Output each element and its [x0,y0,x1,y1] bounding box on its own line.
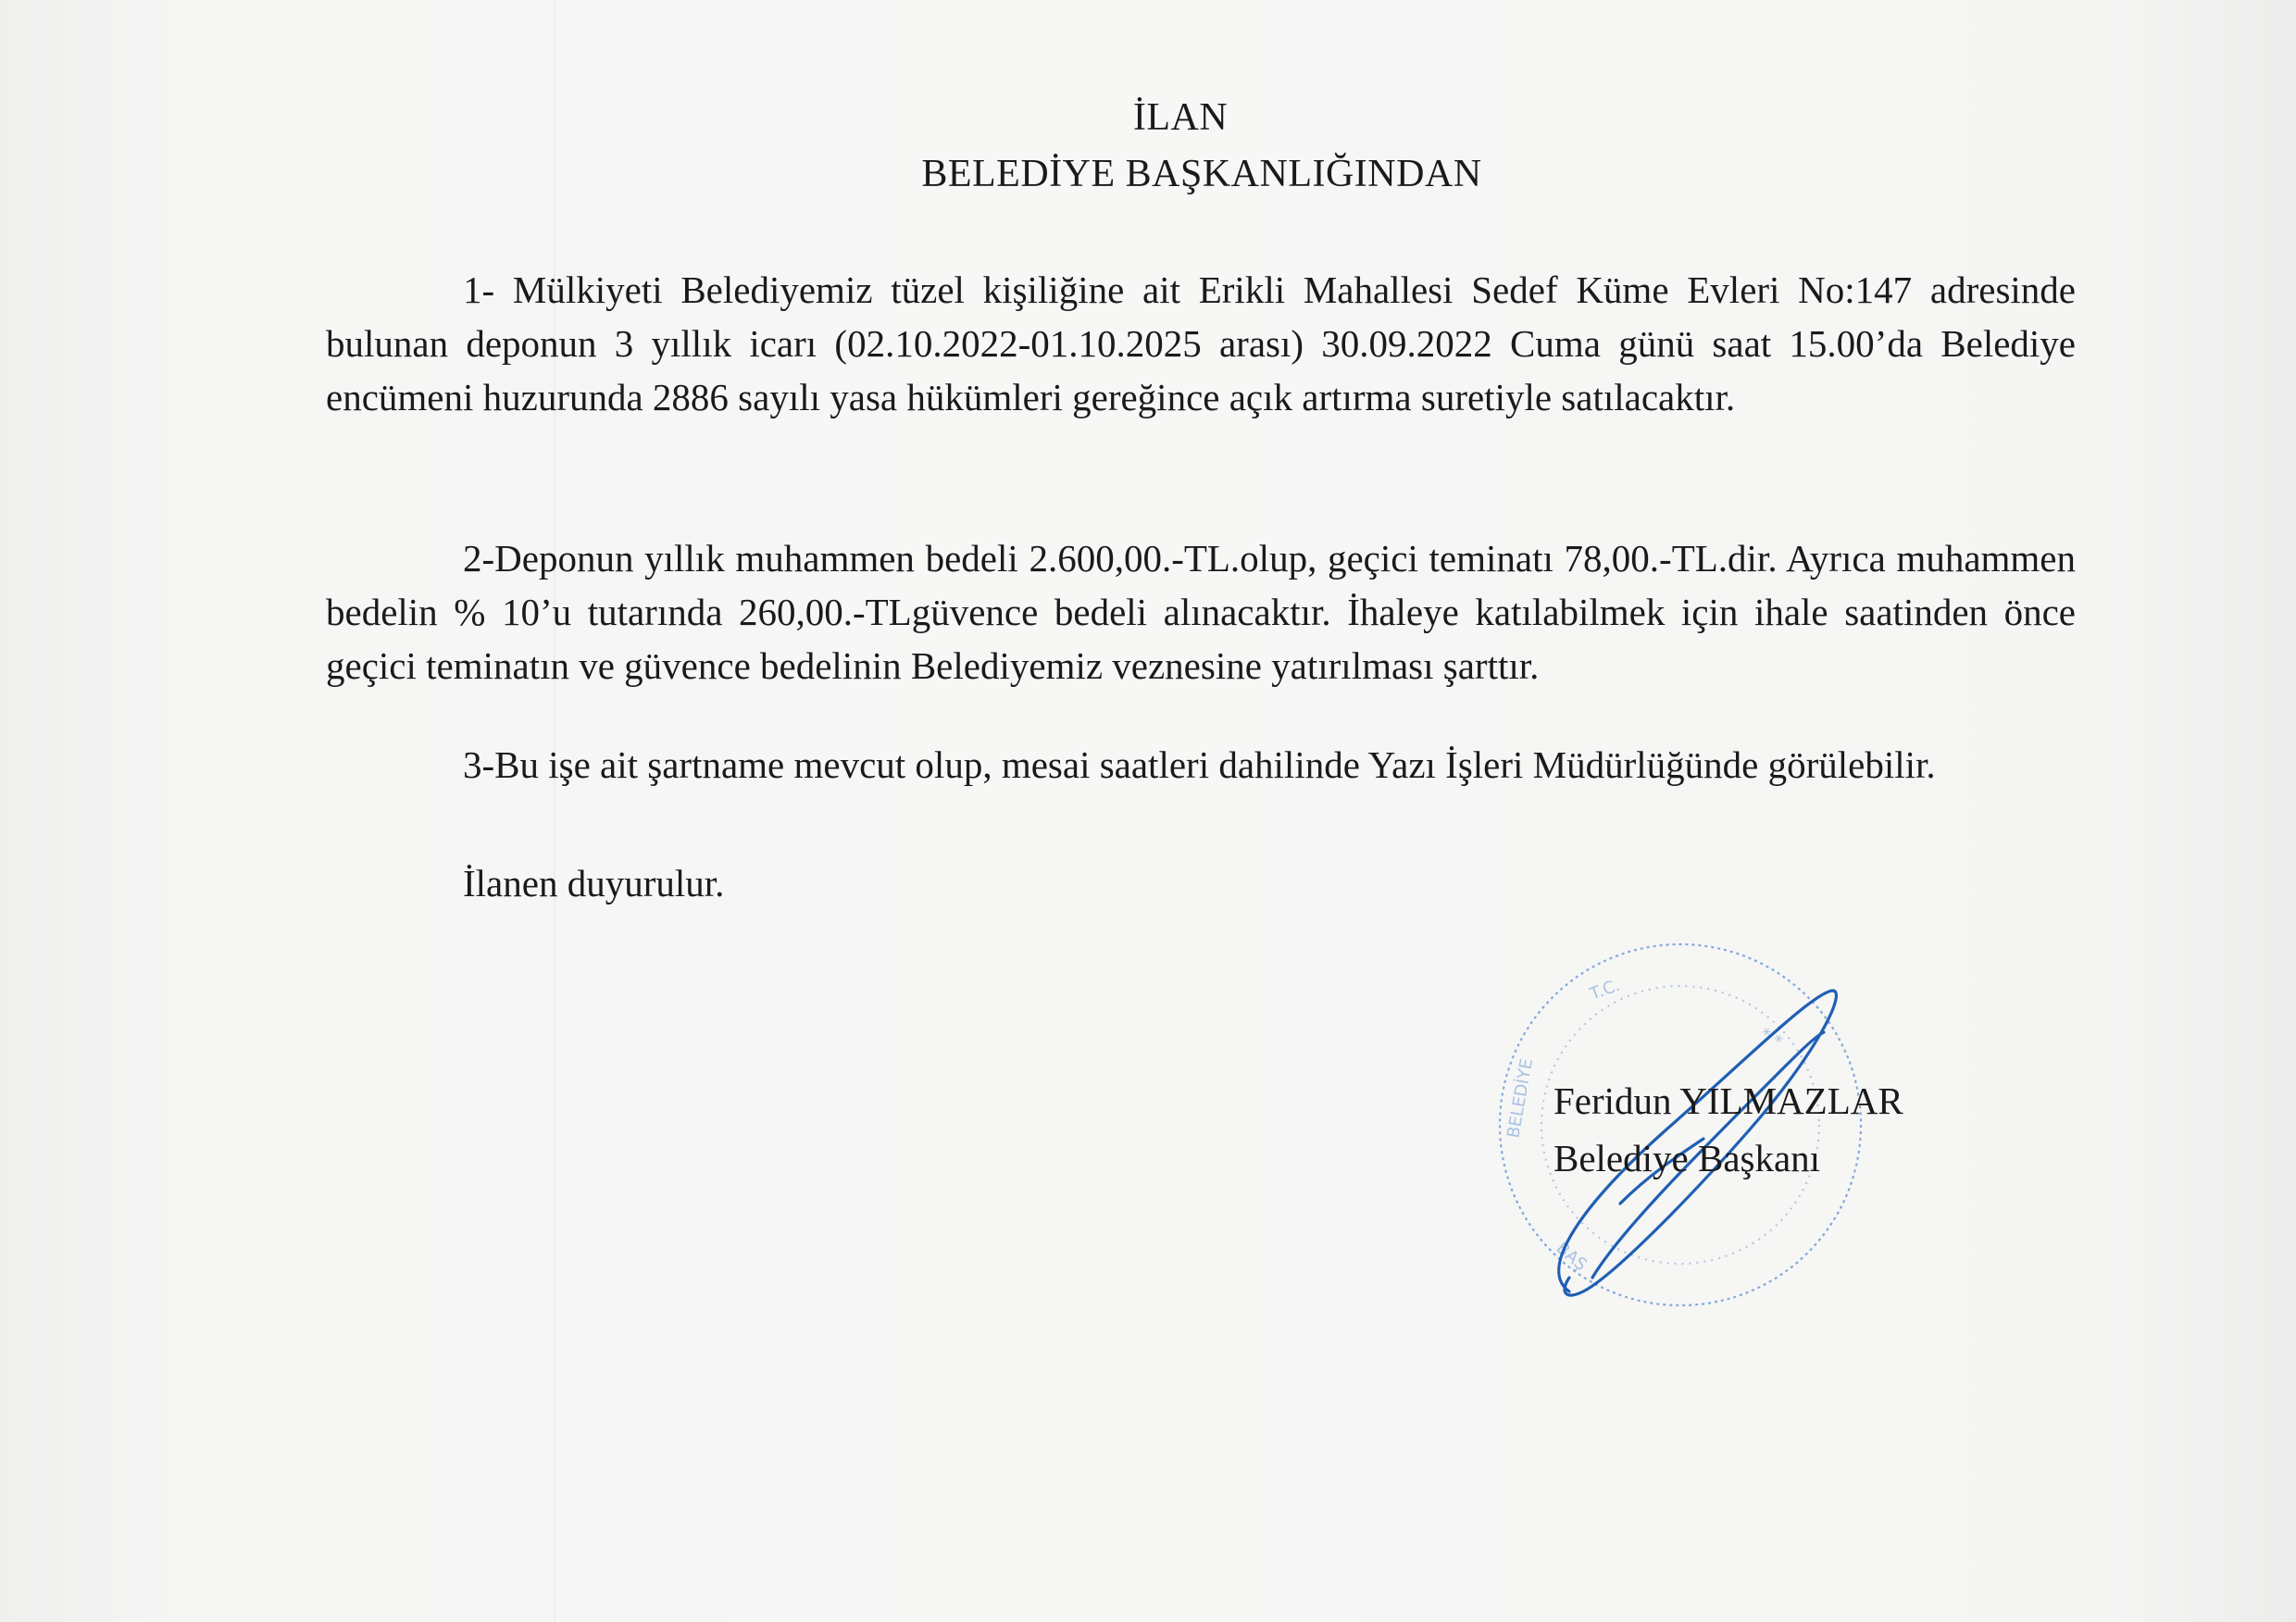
svg-text:T.C.: T.C. [1587,975,1623,1004]
paragraph-2 [326,531,2076,692]
svg-text:BELEDİYE: BELEDİYE [1504,1056,1537,1140]
closing-line-text: İlanen duyurulur. [463,862,725,905]
svg-text:* *: * * [1756,1024,1786,1053]
paragraph-3-text: 3-Bu işe ait şartname mevcut olup, mesai saatleri dahilinde Yazı İşleri Müdürlüğünde görülebilir. [463,743,1936,786]
paper-fold-line [554,0,555,1622]
paragraph-1 [326,263,2076,424]
closing-line [326,856,2076,910]
issuer-heading: BELEDİYE BAŞKANLIĞINDAN [921,153,1482,195]
notice-heading: İLAN [1132,96,1229,139]
paragraph-1-text: 1- Mülkiyeti Belediyemiz tüzel kişiliğine ait Erikli Mahallesi Sedef Küme Evleri No:147 adresinde bulunan deponun 3 yıllık icarı (02.10.2022-01.10.2025 arası) 30.09.2022 Cuma günü saat 15.00’da Belediye encümeni huzurunda 2886 sayılı yasa hükümleri gereğince açık artırma suretiyle satılacaktır. [326,268,2076,418]
paragraph-2-text: 2-Deponun yıllık muhammen bedeli 2.600,00.-TL.olup, geçici teminatı 78,00.-TL.dir. Ayrıca muhammen bedelin % 10’u tutarında 260,00.-TLgüvence bedeli alınacaktır. İhaleye katılabilmek için ihale saatinden önce geçici teminatın ve güvence bedelinin Belediyemiz veznesine yatırılması şarttır. [326,537,2076,687]
signer-name: Feridun YILMAZLAR [1554,1079,1903,1122]
signer-title: Belediye Başkanı [1554,1137,1821,1179]
svg-text:BAŞ: BAŞ [1552,1238,1591,1276]
paragraph-3 [326,738,2076,792]
